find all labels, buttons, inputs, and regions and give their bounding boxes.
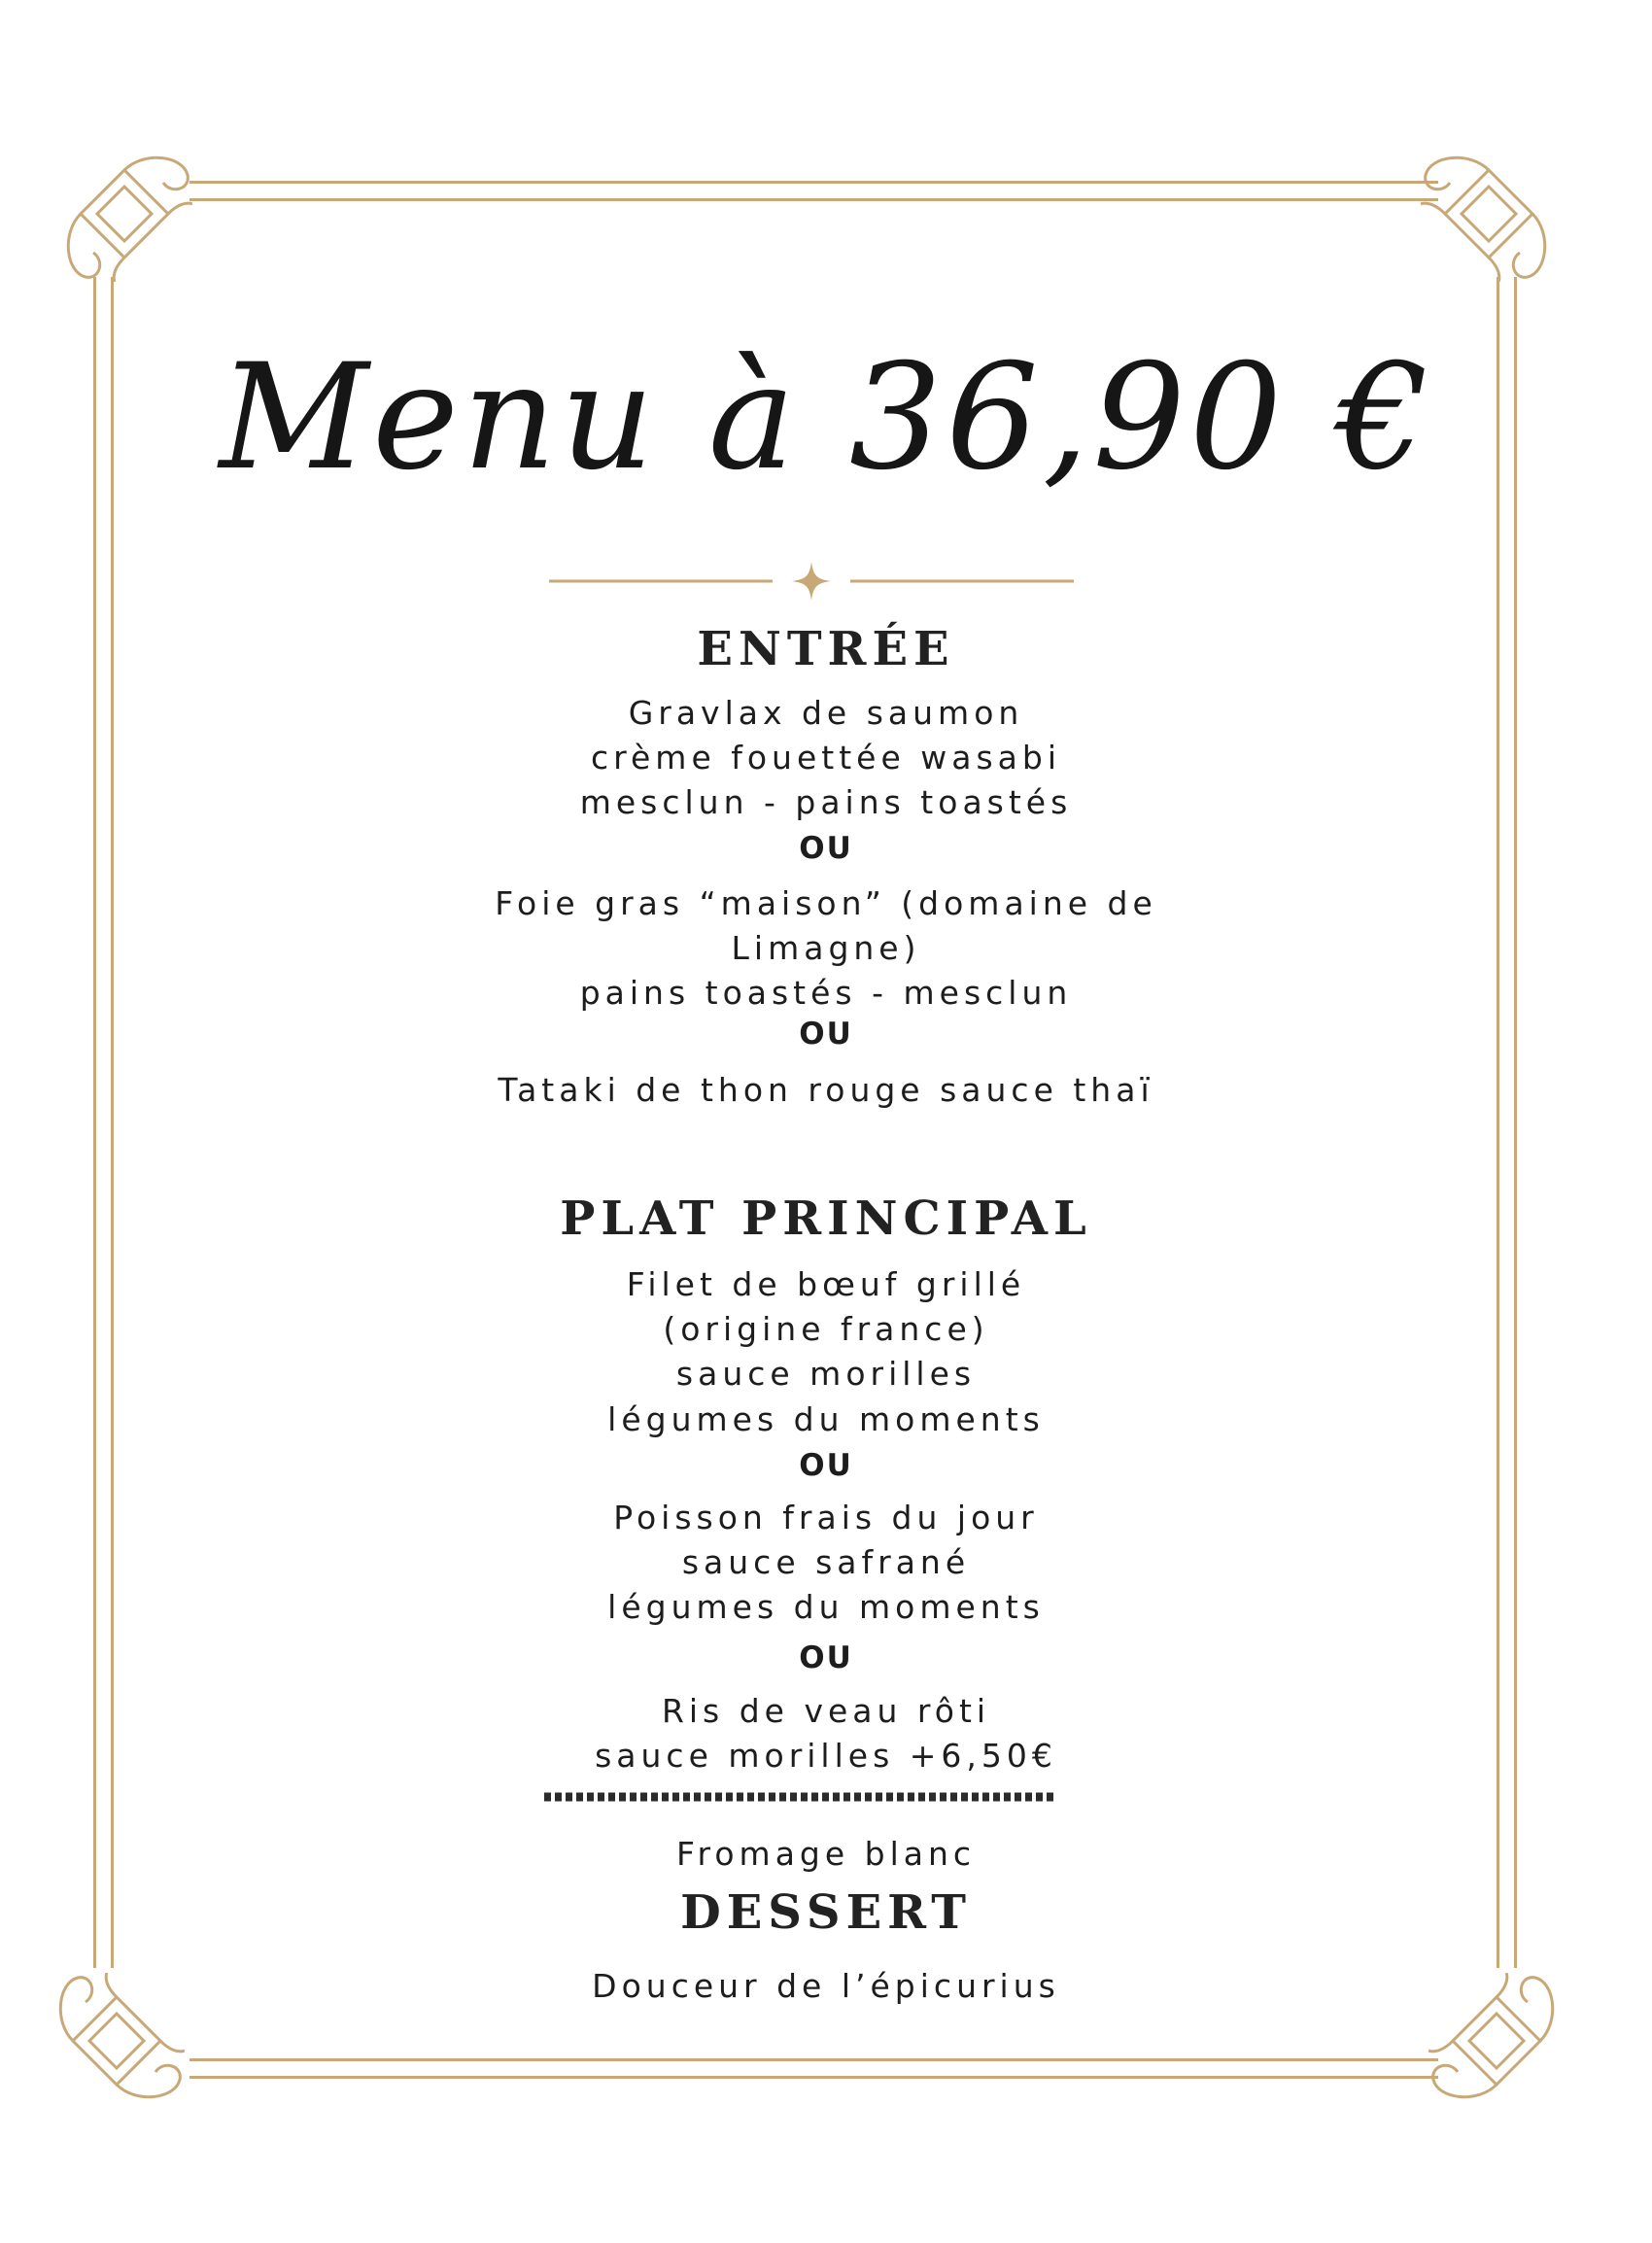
- section-heading-entree: ENTRÉE: [697, 622, 955, 676]
- list-item: Gravlax de saumon: [628, 694, 1024, 732]
- corner-ornament-top-left: [56, 146, 192, 282]
- separator-ou: OU: [799, 1640, 853, 1675]
- separator-ou: OU: [799, 1017, 853, 1052]
- list-item: Poisson frais du jour: [613, 1499, 1039, 1536]
- dessert-item: Douceur de l’épicurius: [592, 1967, 1060, 2005]
- section-heading-plat: PLAT PRINCIPAL: [560, 1191, 1092, 1246]
- frame-top-outer: [189, 181, 1438, 184]
- list-item: pains toastés - mesclun: [579, 974, 1073, 1012]
- list-item: Limagne): [731, 929, 921, 967]
- list-item: sauce safrané: [681, 1543, 971, 1581]
- menu-title: Menu à 36,90 €: [219, 333, 1433, 502]
- section-heading-dessert: DESSERT: [680, 1885, 972, 1940]
- frame-bottom-outer: [189, 2076, 1438, 2079]
- frame-bottom-inner: [189, 2058, 1438, 2061]
- list-item: Foie gras “maison” (domaine de: [495, 884, 1157, 922]
- list-item: légumes du moments: [607, 1400, 1045, 1438]
- list-item: Tataki de thon rouge sauce thaï: [498, 1071, 1154, 1109]
- list-item: (origine france): [663, 1310, 989, 1348]
- list-item: Filet de bœuf grillé: [626, 1265, 1026, 1303]
- separator-ou: OU: [799, 831, 853, 866]
- list-item: légumes du moments: [607, 1588, 1045, 1626]
- list-item: sauce morilles +6,50€: [595, 1737, 1057, 1775]
- list-item: crème fouettée wasabi: [591, 739, 1061, 776]
- frame-top-inner: [189, 198, 1438, 201]
- dotted-separator: [544, 1791, 1054, 1803]
- separator-ou: OU: [799, 1448, 853, 1483]
- list-item: mesclun - pains toastés: [579, 783, 1073, 821]
- fromage-item: Fromage blanc: [675, 1835, 977, 1873]
- list-item: sauce morilles: [675, 1355, 977, 1393]
- title-divider: [549, 562, 1074, 601]
- list-item: Ris de veau rôti: [661, 1692, 991, 1730]
- corner-ornament-top-right: [1421, 146, 1557, 282]
- star-icon: [792, 562, 831, 601]
